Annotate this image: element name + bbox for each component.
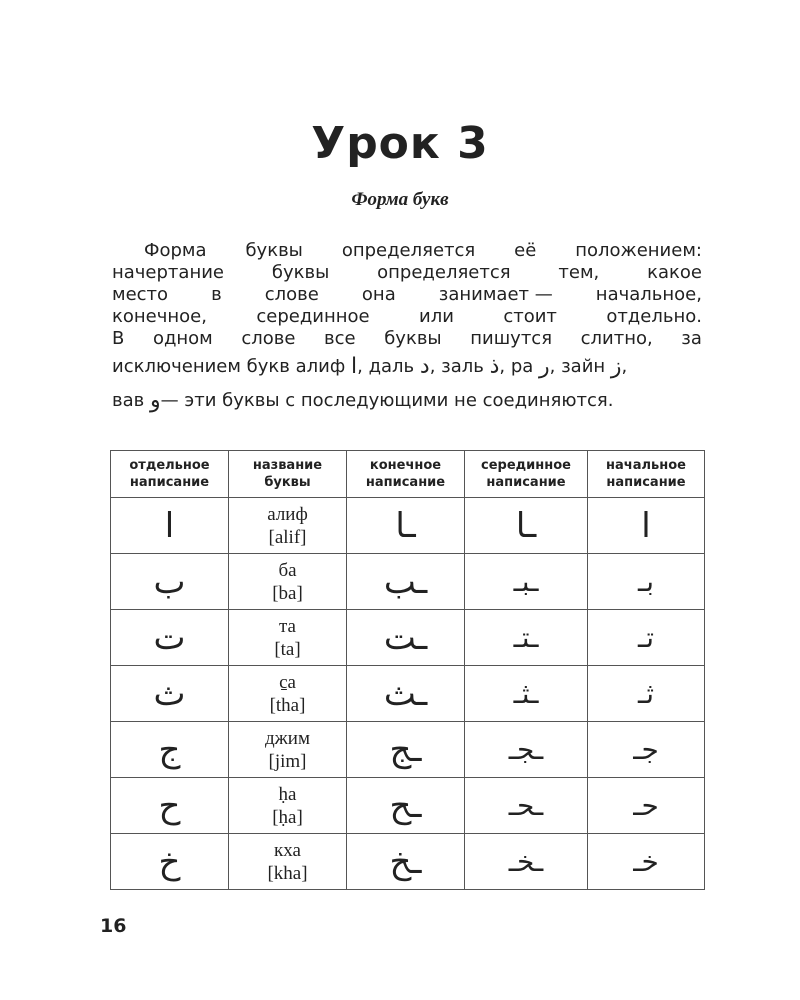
cell-final [347, 610, 465, 666]
text-segment: , [621, 356, 628, 377]
letter-name: ба [278, 559, 297, 581]
cell-initial [588, 722, 705, 778]
word: в [211, 284, 222, 305]
header-line: конечное [369, 458, 442, 473]
letter-final: ـخ [389, 841, 422, 882]
header-line: написание [486, 475, 566, 490]
cell-name [229, 666, 347, 722]
text-segment: , зайн [549, 356, 606, 377]
letter-name: кха [274, 839, 301, 861]
word: место [112, 284, 169, 305]
word: её [514, 240, 537, 261]
cell-initial [588, 834, 705, 890]
letter-translit: [alif] [268, 526, 307, 548]
letter-isolated: خ [158, 841, 181, 882]
word: определяется [341, 240, 476, 261]
cell-final [347, 554, 465, 610]
letter-medial: ـجـ [508, 732, 544, 766]
word: серединное [256, 306, 370, 327]
letter-forms-table-wrapper [110, 450, 705, 890]
paragraph-line-3 [112, 284, 702, 306]
cell-isolated [111, 610, 229, 666]
word: конечное, [112, 306, 207, 327]
letter-initial: خـ [633, 844, 659, 878]
letter-isolated: ت [153, 617, 186, 658]
word: какое [647, 262, 702, 283]
letter-translit: [ḥa] [272, 806, 303, 828]
text-segment: , заль [429, 356, 484, 377]
cell-medial [465, 778, 588, 834]
page-number: 16 [100, 915, 127, 937]
cell-medial [465, 834, 588, 890]
header-line: буквы [264, 475, 311, 490]
cell-name [229, 498, 347, 554]
letter-name: алиф [267, 503, 308, 525]
arabic-letter-dal: د [419, 354, 430, 379]
header-line: написание [606, 475, 686, 490]
word: отдельно. [606, 306, 702, 327]
cell-final [347, 834, 465, 890]
word: начертание [112, 262, 224, 283]
header-medial [465, 451, 588, 498]
word: все [324, 328, 356, 349]
text-segment: , даль [357, 356, 415, 377]
cell-isolated [111, 834, 229, 890]
letter-initial: بـ [638, 564, 654, 598]
letter-translit: [kha] [267, 862, 308, 884]
cell-initial [588, 554, 705, 610]
letter-name: та [279, 615, 296, 637]
cell-initial [588, 666, 705, 722]
letter-name: джим [265, 727, 310, 749]
text-segment: , ра [499, 356, 534, 377]
arabic-letter-zayn: ز [610, 354, 622, 379]
cell-medial [465, 722, 588, 778]
header-line: отдельное [129, 458, 210, 473]
cell-final [347, 778, 465, 834]
letter-medial: ـبـ [513, 564, 539, 598]
word: занимает — [438, 284, 553, 305]
letter-initial: حـ [633, 788, 659, 822]
word: слитно, [580, 328, 653, 349]
letter-final: ـح [389, 785, 422, 826]
word: или [419, 306, 454, 327]
cell-isolated [111, 722, 229, 778]
cell-final [347, 666, 465, 722]
header-line: начальное [606, 458, 686, 473]
word: слове [241, 328, 296, 349]
letter-isolated: ب [153, 561, 186, 602]
letter-translit: [jim] [268, 750, 307, 772]
word: буквы [245, 240, 303, 261]
paragraph-line-2 [112, 262, 702, 284]
cell-name [229, 610, 347, 666]
letter-final: ـب [383, 561, 428, 602]
cell-isolated [111, 498, 229, 554]
letter-medial: ـتـ [513, 620, 539, 654]
header-final [347, 451, 465, 498]
letter-forms-table [110, 450, 705, 890]
letter-initial: ا [641, 505, 651, 546]
arabic-letter-waw: و [149, 388, 161, 413]
word: за [681, 328, 702, 349]
word: В [112, 328, 125, 349]
cell-medial [465, 666, 588, 722]
text-segment: — эти буквы с последующими не соединяются. [160, 390, 614, 411]
cell-final [347, 722, 465, 778]
table-row [111, 834, 705, 890]
cell-name [229, 722, 347, 778]
header-name [229, 451, 347, 498]
table-row [111, 610, 705, 666]
letter-medial: ـثـ [513, 676, 539, 710]
letter-isolated: ا [164, 505, 175, 546]
letter-final: ـا [395, 505, 416, 546]
word: пишутся [470, 328, 553, 349]
word: одном [152, 328, 213, 349]
letter-translit: [ba] [272, 582, 303, 604]
lesson-title: Урок 3 [311, 118, 489, 169]
header-isolated [111, 451, 229, 498]
header-line: название [252, 458, 323, 473]
cell-isolated [111, 666, 229, 722]
table-row [111, 722, 705, 778]
cell-initial [588, 498, 705, 554]
paragraph-line-5 [112, 328, 702, 350]
cell-medial [465, 498, 588, 554]
header-line: серединное [481, 458, 571, 473]
table-row [111, 666, 705, 722]
header-line: написание [365, 475, 446, 490]
letter-initial: ثـ [638, 676, 654, 710]
letter-medial: ـخـ [508, 844, 544, 878]
text-segment: исключением букв алиф [112, 356, 346, 377]
cell-initial [588, 778, 705, 834]
paragraph-line-4 [112, 306, 702, 328]
paragraph-line-6 [112, 350, 702, 384]
cell-medial [465, 554, 588, 610]
header-initial [588, 451, 705, 498]
word: буквы [271, 262, 330, 283]
letter-initial: تـ [638, 620, 654, 654]
table-header-row [111, 451, 705, 498]
word: стоит [503, 306, 557, 327]
word: Форма [144, 240, 207, 261]
cell-name [229, 834, 347, 890]
arabic-letter-alif: ا [351, 354, 358, 379]
cell-name [229, 778, 347, 834]
letter-medial: ـا [515, 505, 537, 546]
letter-final: ـث [383, 673, 428, 714]
lesson-subtitle: Форма букв [351, 189, 449, 210]
letter-name: ḥa [278, 783, 297, 805]
table-row [111, 498, 705, 554]
letter-translit: [ta] [274, 638, 301, 660]
arabic-letter-dhal: ذ [489, 354, 500, 379]
letter-translit: [tha] [269, 694, 306, 716]
letter-name: c̱a [279, 671, 296, 693]
word: слове [264, 284, 319, 305]
cell-initial [588, 610, 705, 666]
letter-final: ـت [383, 617, 428, 658]
word: положением: [575, 240, 702, 261]
letter-medial: ـحـ [508, 788, 544, 822]
table-row [111, 554, 705, 610]
word: буквы [384, 328, 442, 349]
word: начальное, [595, 284, 702, 305]
arabic-letter-ra: ر [539, 354, 550, 379]
letter-initial: جـ [633, 732, 659, 766]
table-row [111, 778, 705, 834]
header-line: написание [129, 475, 210, 490]
letter-isolated: ث [153, 673, 186, 714]
lesson-paragraph [112, 240, 702, 418]
word: определяется [377, 262, 511, 283]
paragraph-line-1 [112, 240, 702, 262]
word: тем, [558, 262, 600, 283]
cell-isolated [111, 554, 229, 610]
letter-isolated: ج [158, 729, 181, 770]
letter-final: ـج [389, 729, 422, 770]
cell-name [229, 554, 347, 610]
cell-medial [465, 610, 588, 666]
cell-final [347, 498, 465, 554]
letter-isolated: ح [158, 785, 181, 826]
cell-isolated [111, 778, 229, 834]
word: она [361, 284, 396, 305]
text-segment: вав [112, 390, 145, 411]
paragraph-line-7 [112, 384, 702, 418]
